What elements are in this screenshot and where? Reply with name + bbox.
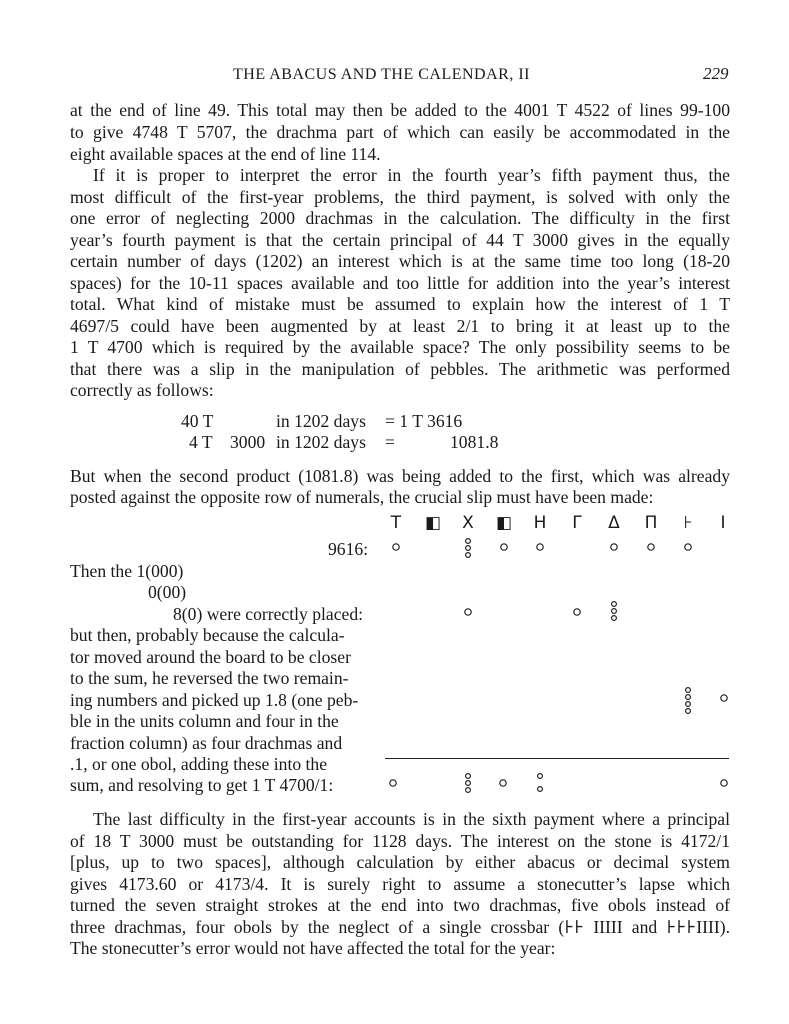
pebble (648, 544, 654, 550)
numeral-five: Π (644, 513, 658, 533)
pebble (465, 609, 471, 615)
equation-2-a: 4 T (189, 432, 213, 452)
equation-2-b: 3000 (230, 432, 266, 452)
numeral-ten: Δ (608, 513, 620, 533)
equation-1-a: 40 T (181, 411, 214, 431)
pebble (574, 609, 580, 615)
pebble (686, 702, 691, 707)
text-line: to give 4748 T 5707, the drachma part of which can easily be accommodated in the (70, 122, 730, 142)
pebble (612, 602, 617, 607)
text-line: total. What kind of mistake must be assumed to explain how the interest of 1 T (70, 294, 730, 314)
page-number: 229 (703, 64, 729, 83)
pebble (466, 774, 471, 779)
explanation-line: fraction column) as four drachmas and (70, 733, 343, 753)
pebble (686, 688, 691, 693)
pebble (393, 544, 399, 550)
then-line-2: 0(00) (148, 582, 187, 602)
text-line: certain number of days (1202) an interest which is at the same time too long (18-20 (70, 251, 730, 271)
text-line: three drachmas, four obols by the neglect of a single crossbar (⊦⊦ IIIII and ⊦⊦⊦IIII). (70, 917, 730, 937)
numeral-talent: Τ (390, 513, 402, 533)
numeral-five-thousand: ◧ (424, 513, 442, 533)
pebble (466, 553, 471, 558)
numeral-five-hundred: ◧ (495, 513, 513, 533)
pebble (466, 781, 471, 786)
equation-2-c: in 1202 days (276, 432, 366, 452)
pebble (466, 788, 471, 793)
numeral-drachma: ⊦ (683, 513, 693, 533)
pebble (685, 544, 691, 550)
text-line: one error of neglecting 2000 drachmas in the calculation. The difficulty in the first (70, 208, 730, 228)
text-line: The stonecutter’s error would not have affected the total for the year: (70, 938, 556, 958)
pebble (612, 609, 617, 614)
text-line: 4697/5 could have been augmented by at least 2/1 to bring it at least up to the (70, 316, 730, 336)
text-line: that there was a slip in the manipulation of pebbles. The arithmetic was performed (70, 359, 730, 379)
pebble (611, 544, 617, 550)
pebble (686, 695, 691, 700)
explanation-line: to the sum, he reversed the two remain- (70, 668, 349, 688)
text-line: most difficult of the first-year problems, the third payment, is solved with only the (70, 187, 730, 207)
pebble (721, 780, 727, 786)
text-line: year’s fourth payment is that the certain principal of 44 T 3000 gives in the equally (70, 230, 730, 250)
text-line: at the end of line 49. This total may then be added to the 4001 T 4522 of lines 99-100 (70, 100, 730, 120)
text-line: 1 T 4700 which is required by the available space? The only possibility seems to be (70, 337, 730, 357)
numeral-thousand: Χ (462, 513, 474, 533)
text-line: eight available spaces at the end of line 114. (70, 144, 381, 164)
explanation-line: ble in the units column and four in the (70, 711, 339, 731)
row-label-9616: 9616: (328, 539, 369, 559)
text-line: posted against the opposite row of numerals, the crucial slip must have been made: (70, 487, 654, 507)
pebble (537, 544, 543, 550)
text-line: The last difficulty in the first-year accounts is in the sixth payment where a principal (93, 809, 730, 829)
sum-label: sum, and resolving to get 1 T 4700/1: (70, 775, 334, 795)
pebble (538, 774, 543, 779)
explanation-line: but then, probably because the calcula- (70, 625, 345, 645)
pebble (501, 544, 507, 550)
text-line: But when the second product (1081.8) was being added to the first, which was already (70, 466, 730, 486)
pebble (466, 539, 471, 544)
pebble (721, 695, 727, 701)
then-line-1: Then the 1(000) (70, 561, 184, 581)
pebble (390, 780, 396, 786)
pebble (466, 546, 471, 551)
text-line: spaces) for the 10-11 spaces available and too little for addition into the year’s interest (70, 273, 730, 293)
numeral-hundred: Η (533, 513, 547, 533)
pebble (686, 709, 691, 714)
pebble (500, 780, 506, 786)
text-line: [plus, up to two spaces], although calculation by either abacus or decimal system (70, 852, 730, 872)
text-line: of 18 T 3000 must be outstanding for 1128 days. The interest on the stone is 4172/1 (70, 831, 730, 851)
pebble (538, 787, 543, 792)
text-line: turned the seven straight strokes at the end into two drachmas, five obols instead of (70, 895, 730, 915)
equation-2-result: 1081.8 (450, 432, 499, 452)
pebble (612, 616, 617, 621)
explanation-line: ing numbers and picked up 1.8 (one peb- (70, 690, 359, 710)
text-line: correctly as follows: (70, 380, 214, 400)
explanation-line: .1, or one obol, adding these into the (70, 754, 328, 774)
header-title: THE ABACUS AND THE CALENDAR, II (233, 66, 530, 83)
correct-placement-line: 8(0) were correctly placed: (173, 604, 364, 624)
numeral-fifty: Γ (572, 513, 582, 533)
text-line: gives 4173.60 or 4173/4. It is surely right to assume a stonecutter’s lapse which (70, 874, 730, 894)
equation-1-c: in 1202 days (276, 411, 366, 431)
explanation-line: tor moved around the board to be closer (70, 647, 351, 667)
text-line: If it is proper to interpret the error in the fourth year’s fifth payment thus, the (93, 165, 730, 185)
equation-1-eq: = 1 T 3616 (385, 411, 463, 431)
numeral-obol: Ι (720, 513, 726, 533)
equation-2-eq: = (385, 432, 395, 452)
